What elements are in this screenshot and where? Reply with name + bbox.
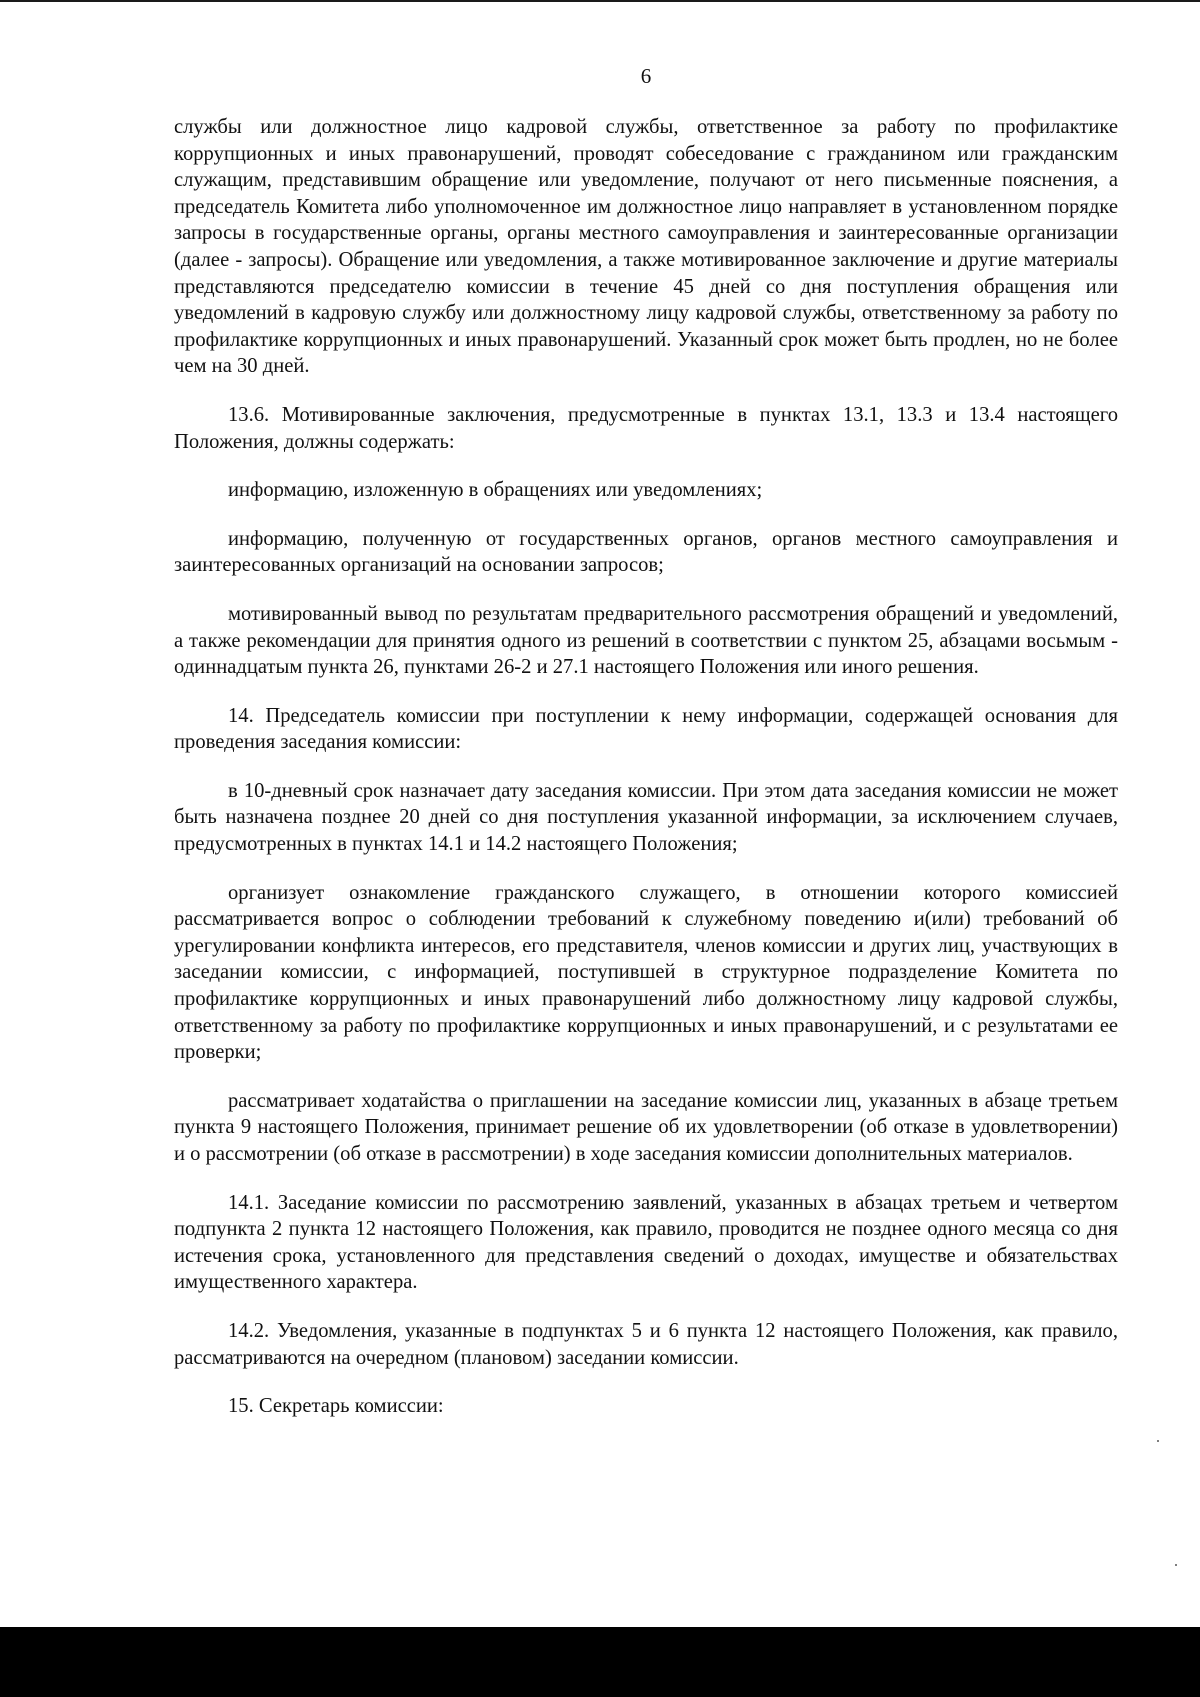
page-number: 6 bbox=[640, 64, 652, 88]
scan-bottom-border bbox=[0, 1627, 1200, 1697]
paragraph-14-1: 14.1. Заседание комиссии по рассмотрению заявлений, указанных в абзацах третьем и четвертом подпункта 2 пункта 12 настоящего Положения, как правило, проводится не позднее одного месяца со дня истечения срока, установленного для представления сведений о доходах, имуществе и обязательствах имущественного характера. bbox=[174, 1191, 1118, 1294]
paragraph-continuation: службы или должностное лицо кадровой службы, ответственное за работу по профилактике коррупционных и иных правонарушений, проводят собеседование с гражданином или гражданским служащим, представившим обращение или уведомление, получают от него письменные пояснения, а председатель Комитета либо уполномоченное им должностное лицо направляет в установленном порядке запросы в государственные органы, органы местного самоуправления и заинтересованные организации (далее - запросы). Обращение или уведомления, а также мотивированное заключение и другие материалы представляются председателю комиссии в течение 45 дней со дня поступления обращения или уведомлений в кадровую службу или должностному лицу кадровой службы, ответственному за работу по профилактике коррупционных и иных правонарушений. Указанный срок может быть продлен, но не более чем на 30 дней. bbox=[174, 116, 1118, 378]
paragraph-14-2: 14.2. Уведомления, указанные в подпунктах 5 и 6 пункта 12 настоящего Положения, как правило, рассматриваются на очередном (плановом) заседании комиссии. bbox=[174, 1319, 1118, 1369]
list-item-motivated-conclusion: мотивированный вывод по результатам предварительного рассмотрения обращений и уведомлений, а также рекомендации для принятия одного из решений в соответствии с пунктом 25, абзацами восьмым - одиннадцатым пункта 26, пунктами 26-2 и 27.1 настоящего Положения или иного решения. bbox=[174, 602, 1118, 679]
scan-top-edge bbox=[0, 0, 1200, 2]
list-item-petitions: рассматривает ходатайства о приглашении на заседание комиссии лиц, указанных в абзаце третьем пункта 9 настоящего Положения, принимает решение об их удовлетворении (об отказе в удовлетворении) и о рассмотрении (об отказе в рассмотрении) в ходе заседания комиссии дополнительных материалов. bbox=[174, 1089, 1118, 1165]
paragraph-15: 15. Секретарь комиссии: bbox=[228, 1395, 444, 1418]
scan-speck bbox=[1157, 1440, 1159, 1442]
document-body bbox=[174, 114, 1118, 1442]
paragraph-13-6: 13.6. Мотивированные заключения, предусмотренные в пунктах 13.1, 13.3 и 13.4 настоящего Положения, должны содержать: bbox=[174, 403, 1118, 453]
paragraph-14: 14. Председатель комиссии при поступлении к нему информации, содержащей основания для проведения заседания комиссии: bbox=[174, 704, 1118, 754]
scan-speck bbox=[1175, 1564, 1177, 1566]
list-item-meeting-date: в 10-дневный срок назначает дату заседания комиссии. При этом дата заседания комиссии не может быть назначена позднее 20 дней со дня поступления указанной информации, за исключением случаев, предусмотренных в пунктах 14.1 и 14.2 настоящего Положения; bbox=[174, 779, 1118, 856]
list-item-info-from-appeals: информацию, изложенную в обращениях или уведомлениях; bbox=[228, 479, 763, 502]
list-item-familiarization: организует ознакомление гражданского служащего, в отношении которого комиссией рассматривается вопрос о соблюдении требований к служебному поведению и(или) требований об урегулировании конфликта интересов, его представителя, членов комиссии и других лиц, участвующих в заседании комиссии, с информацией, поступившей в структурное подразделение Комитета по профилактике коррупционных и иных правонарушений либо должностному лицу кадровой службы, ответственному за работу по профилактике коррупционных и иных правонарушений, и с результатами ее проверки; bbox=[174, 881, 1118, 1064]
list-item-info-from-agencies: информацию, полученную от государственных органов, органов местного самоуправления и заинтересованных организаций на основании запросов; bbox=[174, 527, 1118, 577]
